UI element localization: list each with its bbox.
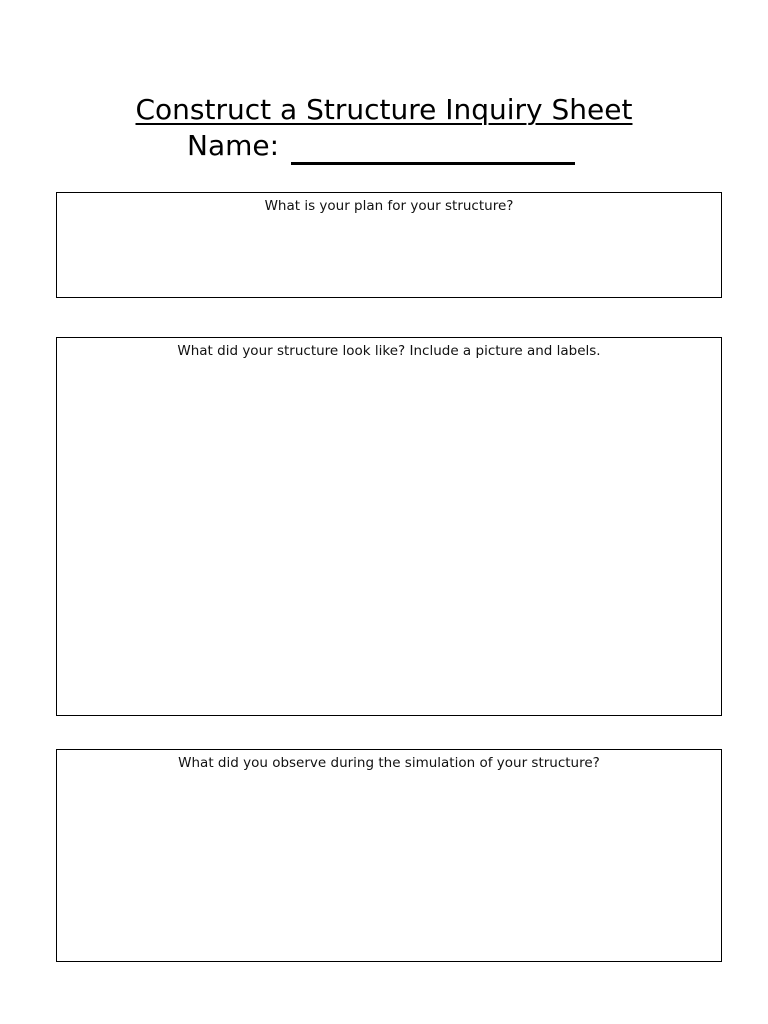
plan-answer-box[interactable] [56,192,722,298]
name-row [187,128,575,168]
plan-question: What is your plan for your structure? [264,198,514,214]
name-blank-line[interactable] [291,128,575,165]
observation-question: What did you observe during the simulation of your structure? [178,755,600,771]
observation-answer-box[interactable] [56,749,722,962]
page-title: Construct a Structure Inquiry Sheet [135,93,633,126]
structure-question: What did your structure look like? Include a picture and labels. [177,343,601,359]
structure-drawing-box[interactable] [56,337,722,716]
name-label: Name: [187,129,280,162]
